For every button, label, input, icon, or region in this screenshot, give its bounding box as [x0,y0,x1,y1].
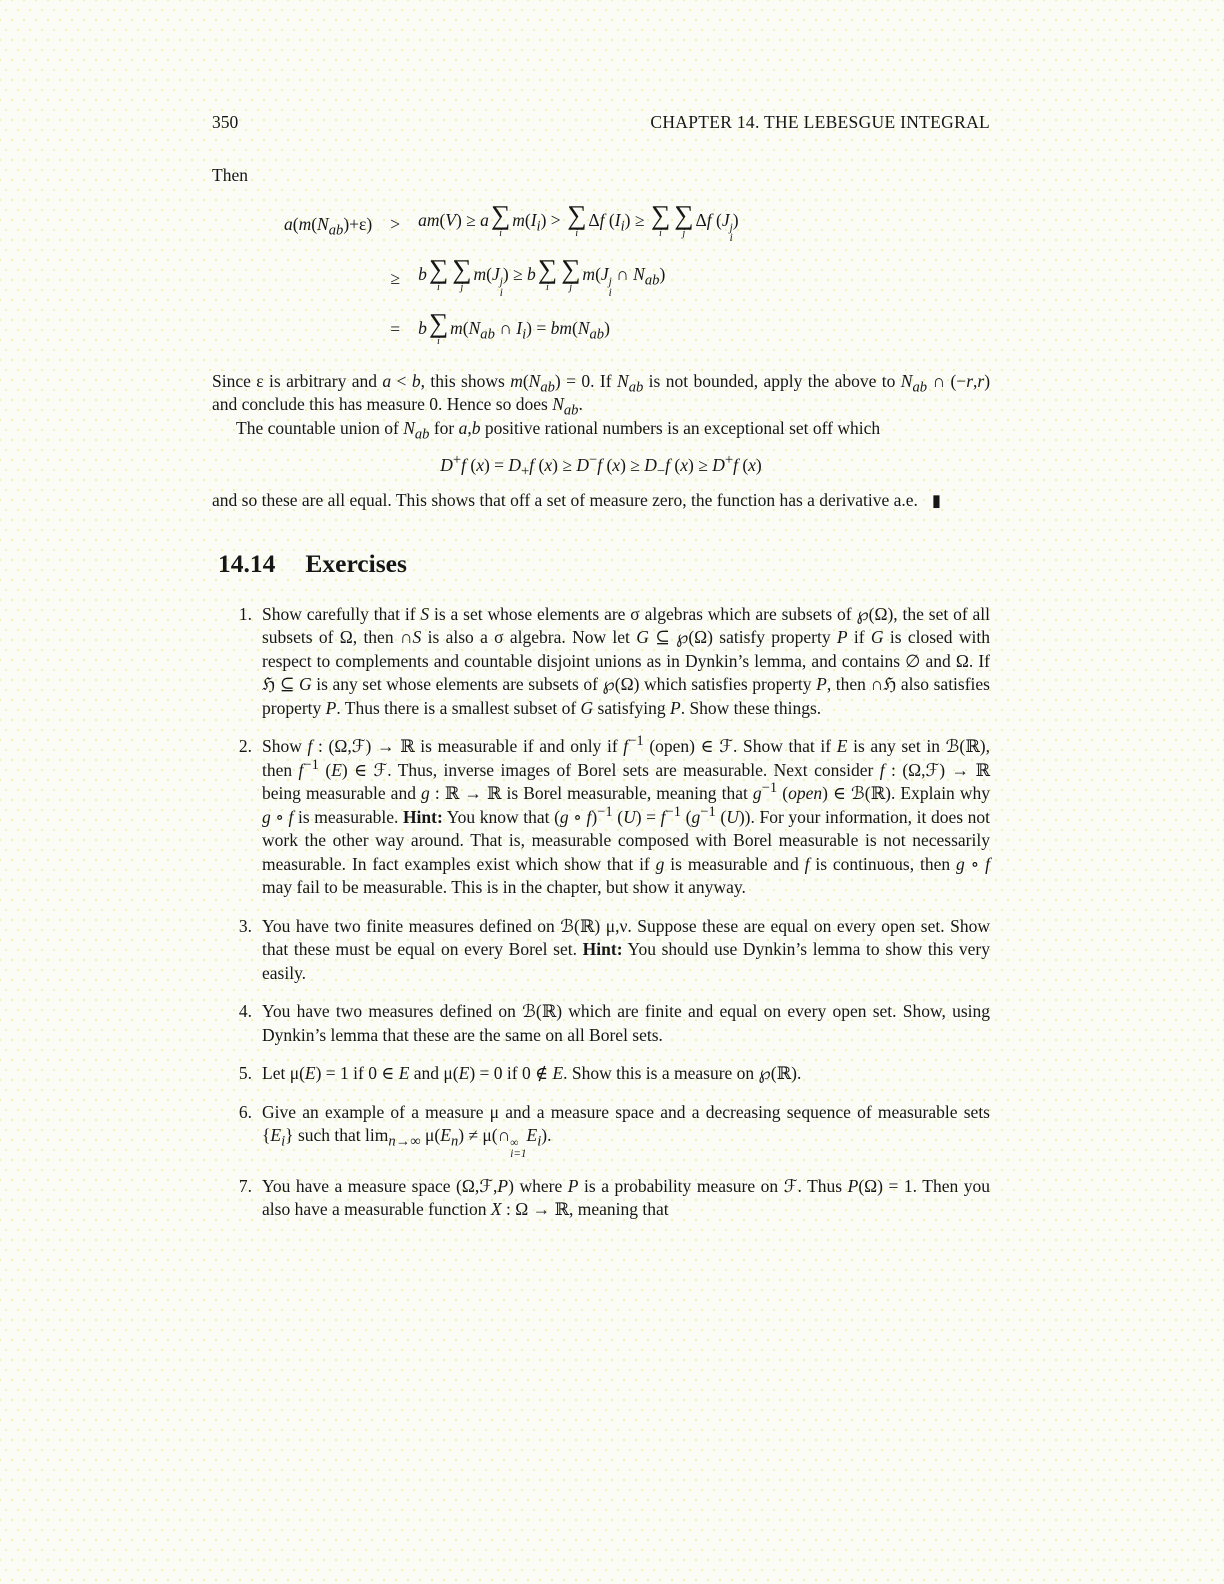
exercise-number: 7. [238,1175,252,1196]
paragraph-then: Then [212,165,248,185]
paragraph-conclusion [212,489,990,513]
display-equation-derivatives: D+f $(x) = D_+f$ (x) ≥ D−f $(x) \ge D_-f$ (x) ≥ D+f (x) [440,452,762,480]
exercise-text: You have two finite measures defined on ℬ(ℝ) μ,ν. Suppose these are equal on every open set. Show that these must be equal on every Borel set. Hint: You should use Dynkin’s lemma to show this very easily. [262,915,990,983]
exercise-list [212,603,990,1222]
equation-row2-rhs: b ∑ i ∑ j m(J j i ) ≥ b ∑ i ∑ j m(J j i ∩ $N_{ab}$) [418,254,666,299]
section-title: Exercises [305,548,407,578]
equation-row3-relation: = [390,319,401,340]
display-equation-chain [284,200,990,348]
chapter-header: CHAPTER 14. THE LEBESGUE INTEGRAL [650,112,990,132]
exercise-number: 5. [238,1063,252,1084]
exercise-number: 6. [238,1101,252,1122]
exercise-text: Show carefully that if S is a set whose elements are σ algebras which are subsets of ℘(Ω), the set of all subsets of Ω, then ∩S is also a σ algebra. Now let G ⊆ ℘(Ω) satisfy property P if G is closed with respect to complements and countable disjoint unions as in Dynkin’s lemma, and contains ∅ and Ω. If ℌ ⊆ G is any set whose elements are subsets of ℘(Ω) which satisfies property P, then ∩ℌ also satisfies property P. Thus there is a smallest subset of G satisfying P. Show these things. [262,603,990,718]
exercise-number: 1. [238,603,252,624]
exercise-number: 2. [238,736,252,757]
exercise-item-7 [212,1175,990,1222]
exercise-item-2 [212,735,990,900]
exercise-item-5 [212,1062,990,1086]
equation-row3-rhs: b ∑ i $m(N_{ab}$ ∩ $I_i) = bm(N_{ab})$ [418,308,610,348]
section-number: 14.14 [218,548,276,578]
page-number: 350 [212,112,239,132]
exercise-item-3 [212,915,990,986]
equation-row1-rhs: am(V) ≥ a ∑ i $m(I_i)$ > ∑ i Δf $(I_i)$ ≥ ∑ i ∑ j Δf (J j i ) [418,200,739,245]
exercise-number: 4. [238,1001,252,1022]
equation-row2-relation: ≥ [390,267,400,288]
section-heading [218,549,990,579]
exercise-number: 3. [238,915,252,936]
exercise-item-1 [212,603,990,721]
exercise-text: Give an example of a measure μ and a measure space and a decreasing sequence of measurable sets $\{E_i\}$ such that $\lim_{n\to\infty} \mu(E_n)$ ≠ μ(∩ ∞ i=1 $E_i$). [262,1101,990,1160]
exercise-text: Show f : (Ω,ℱ) → ℝ is measurable if and only if $f^{-1}$ (open) ∈ ℱ. Show that if E is any set in ℬ(ℝ), then $f^{-1}$ (E) ∈ ℱ. Thus, inverse images of Borel sets are measurable. Next consider f : (Ω,ℱ) → ℝ being measurable and g : ℝ → ℝ is Borel measurable, meaning that $g^{-1}$ (open) ∈ ℬ(ℝ). Explain why g ∘ f is measurable. Hint: You know that (g ∘ f)$^{-1}$ $(U) = f^{-1}$ ($g^{-1}$ (U)). For your information, it does not work the other way around. That is, measurable composed with Borel measurable is not necessarily measurable. In fact examples exist which show that if g is measurable and f is continuous, then g ∘ f may fail to be measurable. This is in the chapter, but show it anyway. [262,733,991,898]
page-header [212,112,990,133]
equation-row1-relation: > [390,213,401,234]
paragraph-since-arbitrary: Since ε is arbitrary and a < b, this shows $m(N_{ab}) = 0$. If $N_{ab}$ is not bounded, apply the above to $N_{ab}$ ∩ (−r,r) and conclude this has measure 0. Hence so does $N_{ab}$. [212,370,991,419]
qed-icon: ▮ [931,491,942,511]
equation-row1-lhs: $a(m(N_{ab})+\varepsilon)$ [284,213,373,239]
exercise-text: Let μ(E) = 1 if 0 ∈ E and μ(E) = 0 if 0 ∉ E. Show this is a measure on ℘(ℝ). [262,1063,802,1084]
exercise-text: You have two measures defined on ℬ(ℝ) which are finite and equal on every open set. Show, using Dynkin’s lemma that these are the same on all Borel sets. [262,1001,990,1045]
exercise-item-4 [212,1000,990,1047]
conclusion-text: and so these are all equal. This shows that off a set of measure zero, the function has a derivative a.e. [212,490,918,511]
paragraph-countable-union: The countable union of $N_{ab}$ for a,b positive rational numbers is an exceptional set off which [236,417,881,443]
exercise-text: You have a measure space (Ω,ℱ,P) where P is a probability measure on ℱ. Thus P(Ω) = 1. Then you also have a measurable function X : Ω → ℝ, meaning that [262,1175,991,1220]
exercise-item-6 [212,1101,990,1160]
